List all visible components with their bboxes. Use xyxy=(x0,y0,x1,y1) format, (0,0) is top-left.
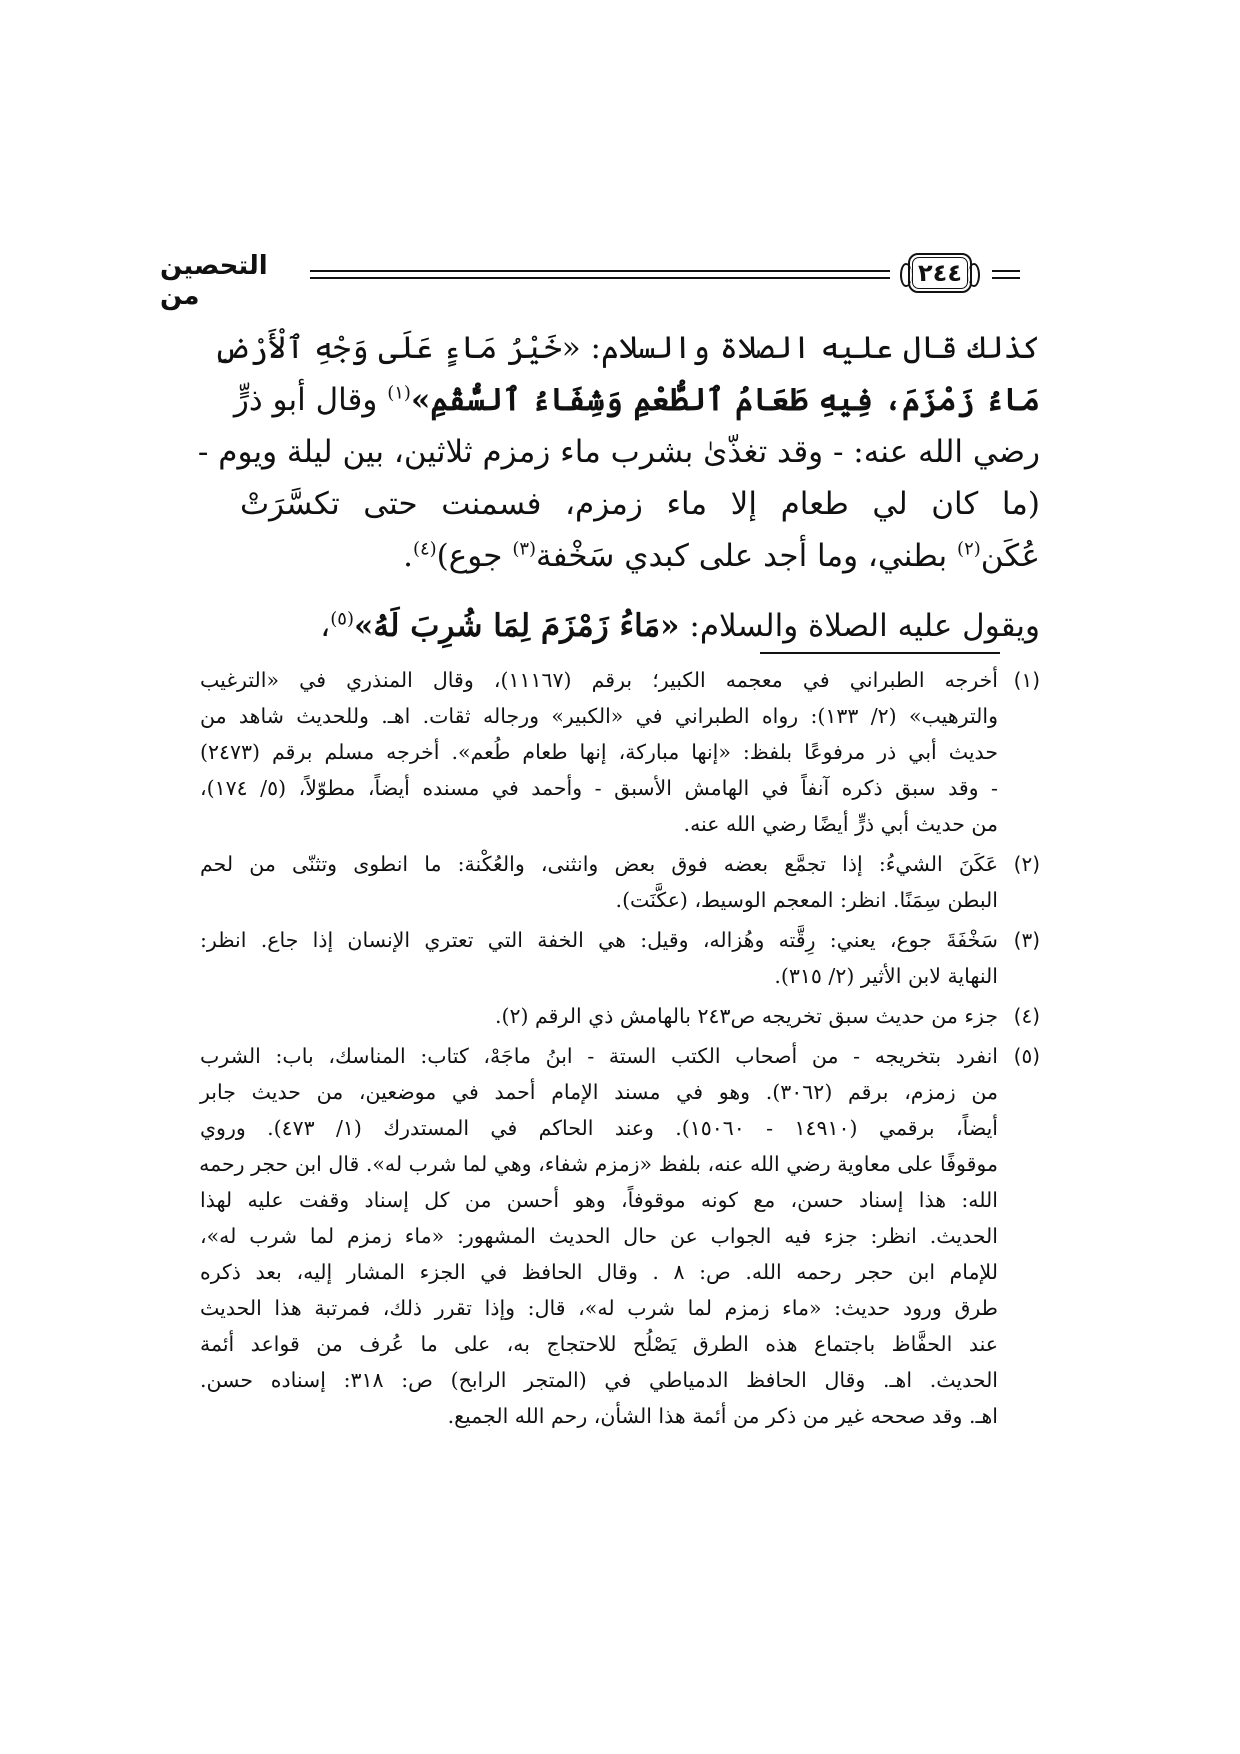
footnotes xyxy=(200,662,1040,1438)
text-line-content: رضي الله عنه: - وقد تغذّىٰ بشرب ماء زمزم ثلاثين، بين ليلة ويوم - xyxy=(197,434,1040,470)
footnote-number: (٣) xyxy=(1013,928,1040,952)
footnote-line: عند الحفَّاظ باجتماع هذه الطرق يَصْلُح للاحتجاج به، على ما عُرف من قواعد أئمة xyxy=(200,1332,998,1356)
page-number: ٢٤٤ xyxy=(918,259,962,287)
text-line-end: . xyxy=(403,538,413,574)
footnote-line: والترهيب» (٢/ ١٣٣): رواه الطبراني في «الكبير» ورجاله ثقات. اهـ. وللحديث شاهد من xyxy=(200,704,998,728)
footnote-number: (١) xyxy=(1013,668,1040,692)
footnote-ref: (٤) xyxy=(412,538,437,560)
footnote-line: - وقد سبق ذكره آنفاً في الهامش الأسبق - وأحمد في مسنده أيضاً، مطوّلاً، (٥/ ١٧٤)، xyxy=(200,776,998,800)
footnote-line: النهاية لابن الأثير (٢/ ٣١٥). xyxy=(774,964,998,988)
footnote-line: من زمزم، برقم (٣٠٦٢). وهو في مسند الإمام أحمد في موضعين، من حديث جابر xyxy=(200,1080,998,1104)
ornament-bracket-left xyxy=(900,263,912,287)
footnote-line: الله: هذا إسناد حسن، مع كونه موقوفاً، وهو أحسن من كل إسناد وقفت عليه لهذا xyxy=(200,1188,998,1212)
footnote-ref: (٣) xyxy=(512,538,537,560)
footnote-line: البطن سِمَنًا. انظر: المعجم الوسيط، (عكَّنَت). xyxy=(615,888,998,912)
text-line xyxy=(240,478,1040,530)
footnote-line: طرق ورود حديث: «ماء زمزم لما شرب له»، قال: وإذا تقرر ذلك، فمرتبة هذا الحديث xyxy=(200,1296,998,1320)
hadith-text: مَاءُ زَمْزَمَ، فِيهِ طَعَامُ ٱلطُّعْمِ وَشِفَاءُ ٱلسُّقْمِ» xyxy=(410,382,1040,418)
footnote-line: انفرد بتخريجه - من أصحاب الكتب الستة - ابنُ ماجَهْ، كتاب: المناسك، باب: الشرب xyxy=(200,1044,998,1068)
footnote-number: (٢) xyxy=(1013,852,1040,876)
footnote-line: اهـ. وقد صححه غير من ذكر من أئمة هذا الشأن، رحم الله الجميع. xyxy=(447,1404,998,1428)
footnote-line: أيضاً، برقمي (١٤٩١٠ - ١٥٠٦٠). وعند الحاكم في المستدرك (١/ ٤٧٣). وروي xyxy=(200,1116,998,1140)
footnote xyxy=(200,662,1040,842)
header-rule-right xyxy=(992,270,1020,279)
footnote-line: الحديث. انظر: جزء فيه الجواب عن حال الحديث المشهور: «ماء زمزم لما شرب له»، xyxy=(200,1224,998,1248)
footnote xyxy=(200,998,1040,1034)
hadith-text: «مَاءُ زَمْزَمَ لِمَا شُرِبَ لَهُ» xyxy=(353,608,680,644)
footnote xyxy=(200,922,1040,994)
paragraph-gap xyxy=(240,582,1040,600)
footnote-line: أخرجه الطبراني في معجمه الكبير؛ برقم (١١١٦٧)، وقال المنذري في «الترغيب xyxy=(200,668,998,692)
footnote-ref: (٢) xyxy=(957,538,981,560)
footnote-ref: (٥) xyxy=(330,608,354,630)
footnote xyxy=(200,846,1040,918)
running-title: التحصين من xyxy=(160,251,268,311)
footnote-line: الحديث. اهـ. وقال الحافظ الدمياطي في (المتجر الرابح) ص: ٣١٨: إسناده حسن. xyxy=(200,1368,999,1392)
footnote-ref: (١) xyxy=(387,382,411,404)
text-line xyxy=(197,426,1040,478)
text-line-content: (ما كان لي طعام إلا ماء زمزم، فسمنت حتى تكسَّرَتْ xyxy=(240,486,1040,522)
ornament-bracket-right xyxy=(968,263,980,287)
text-line-content: عُكَن xyxy=(980,538,1040,574)
footnote-line: جزء من حديث سبق تخريجه ص٢٤٣ بالهامش ذي الرقم (٢). xyxy=(494,1004,998,1028)
footnote xyxy=(200,1038,1040,1434)
page-header xyxy=(160,245,1020,311)
text-line-content: كذلك قال عليه الصلاة والسلام: «خَيْرُ مَاءٍ عَلَى وَجْهِ ٱلْأَرْضِ xyxy=(213,330,1040,366)
text-line-tail: وقال أبو ذرٍّ xyxy=(233,382,378,418)
text-line-content: جوع) xyxy=(436,538,503,574)
footnote-line: موقوفًا على معاوية رضي الله عنه، بلفظ «زمزم شفاء، وهي لما شرب له». قال ابن حجر رحمه xyxy=(199,1152,998,1176)
text-line xyxy=(233,374,1040,426)
text-line xyxy=(240,600,1040,652)
text-line-content: بطني، وما أجد على كبدي سَخْفة xyxy=(536,538,948,574)
footnote-line: حديث أبي ذر مرفوعًا بلفظ: «إنها مباركة، إنها طعام طُعم». أخرجه مسلم برقم (٢٤٧٣) xyxy=(200,740,998,764)
footnote-line: سَخْفَةَ جوع، يعني: رِقَّته وهُزاله، وقيل: هي الخفة التي تعتري الإنسان إذا جاع. انظر: xyxy=(200,928,998,952)
page-number-frame xyxy=(900,251,980,295)
footnote-line: عَكَنَ الشيءُ: إذا تجمَّع بعضه فوق بعض وانثنى، والعُكْنة: ما انطوى وتثنّى من لحم xyxy=(200,852,998,876)
text-line-content: ويقول عليه الصلاة والسلام: xyxy=(679,608,1040,644)
text-line-end: ، xyxy=(320,608,331,644)
text-line xyxy=(240,530,1040,582)
footnote-line: للإمام ابن حجر رحمه الله. ص: ٨ . وقال الحافظ في الجزء المشار إليه، بعد ذكره xyxy=(200,1260,999,1284)
main-text xyxy=(197,322,1040,652)
footnote-divider xyxy=(760,652,1000,654)
footnote-number: (٤) xyxy=(1013,1004,1040,1028)
footnote-line: من حديث أبي ذرٍّ أيضًا رضي الله عنه. xyxy=(683,812,998,836)
header-rule-main xyxy=(310,270,890,279)
footnote-number: (٥) xyxy=(1013,1044,1040,1068)
text-line xyxy=(213,322,1040,374)
